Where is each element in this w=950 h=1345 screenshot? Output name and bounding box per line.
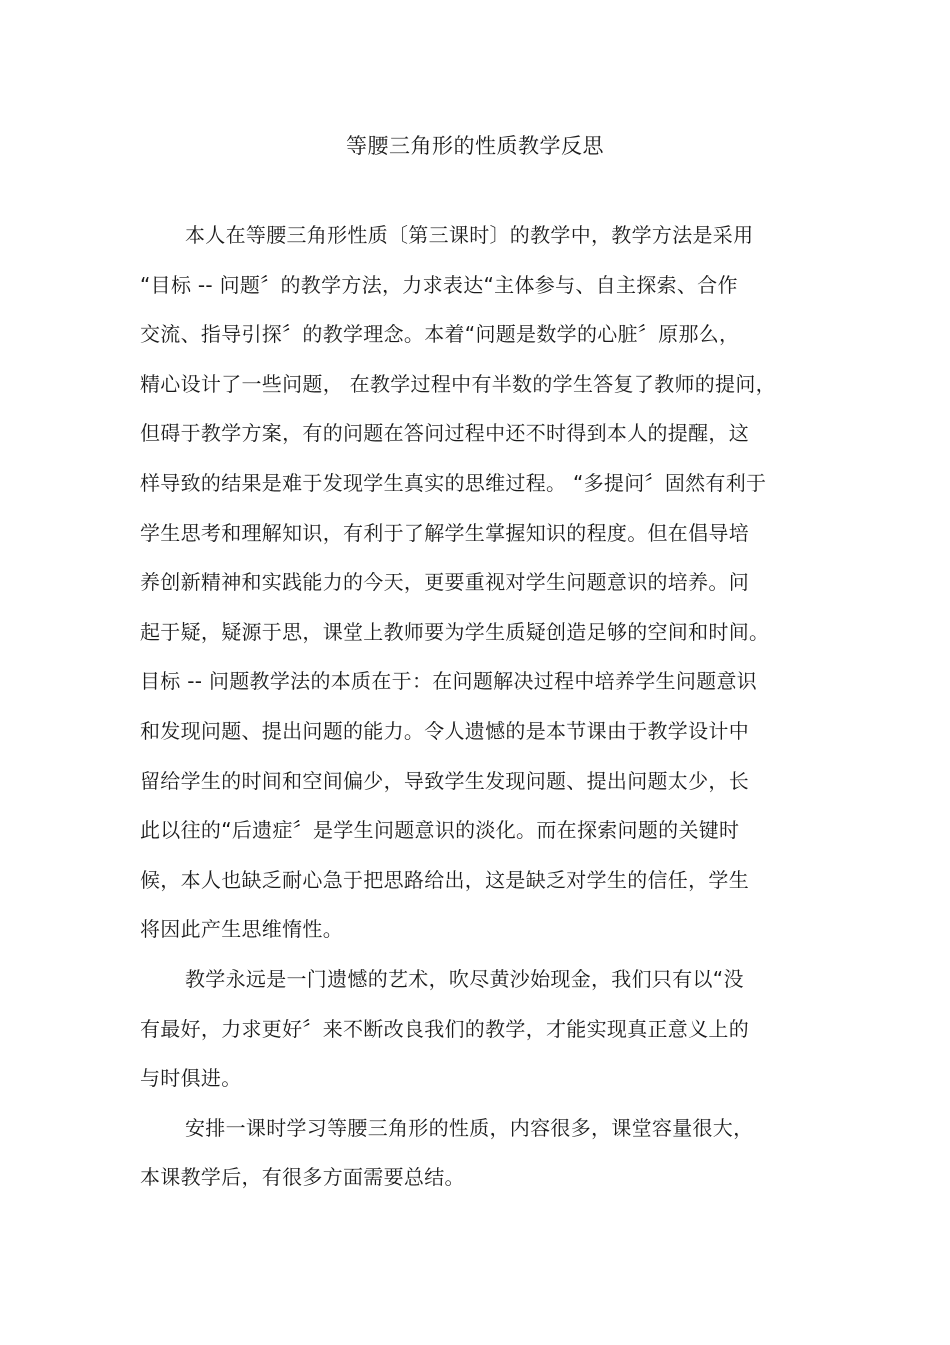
paragraph-3 [140, 1111, 810, 1210]
text-line: 此以往的“后遗症〞是学生问题意识的淡化。而在探索问题的关键时 [140, 818, 740, 843]
text-line: 候，本人也缺乏耐心急于把思路给出，这是缺乏对学生的信任，学生 [140, 867, 749, 892]
text-line: 起于疑，疑源于思，课堂上教师要为学生质疑创造足够的空间和时间。 [140, 619, 770, 644]
paragraph-1 [140, 218, 810, 962]
paragraph-2 [140, 962, 810, 1111]
text-line: 将因此产生思维惰性。 [140, 917, 343, 942]
text-line: 样导致的结果是难于发现学生真实的思维过程。 “多提问〞固然有利于 [140, 470, 767, 495]
text-line: 有最好，力求更好〞来不断改良我们的教学，才能实现真正意义上的 [140, 1016, 749, 1041]
text-line: 教学永远是一门遗憾的艺术，吹尽黄沙始现金，我们只有以“没 [185, 966, 744, 991]
text-line: 目标 -- 问题教学法的本质在于：在问题解决过程中培养学生问题意识 [140, 669, 758, 694]
document-body [140, 218, 810, 1210]
text-line: 交流、指导引探〞的教学理念。本着“问题是数学的心脏〞原那么， [140, 322, 740, 347]
text-line: “目标 -- 问题〞的教学方法，力求表达“主体参与、自主探索、合作 [140, 272, 738, 297]
text-line: 安排一课时学习等腰三角形的性质，内容很多，课堂容量很大， [185, 1115, 754, 1140]
text-line: 学生思考和理解知识，有利于了解学生掌握知识的程度。但在倡导培 [140, 520, 749, 545]
text-line: 和发现问题、提出问题的能力。令人遗憾的是本节课由于教学设计中 [140, 718, 749, 743]
text-line: 留给学生的时间和空间偏少，导致学生发现问题、提出问题太少，长 [140, 768, 749, 793]
text-line: 但碍于教学方案，有的问题在答问过程中还不时得到本人的提醒，这 [140, 421, 749, 446]
text-line: 养创新精神和实践能力的今天，更要重视对学生问题意识的培养。问 [140, 570, 749, 595]
document-title: 等腰三角形的性质教学反思 [346, 134, 604, 158]
text-line: 本课教学后，有很多方面需要总结。 [140, 1165, 465, 1190]
text-line: 与时俱进。 [140, 1066, 242, 1091]
text-line: 本人在等腰三角形性质〔第三课时〕的教学中，教学方法是采用 [185, 223, 754, 247]
text-line: 精心设计了一些问题， 在教学过程中有半数的学生答复了教师的提问， [140, 371, 776, 396]
